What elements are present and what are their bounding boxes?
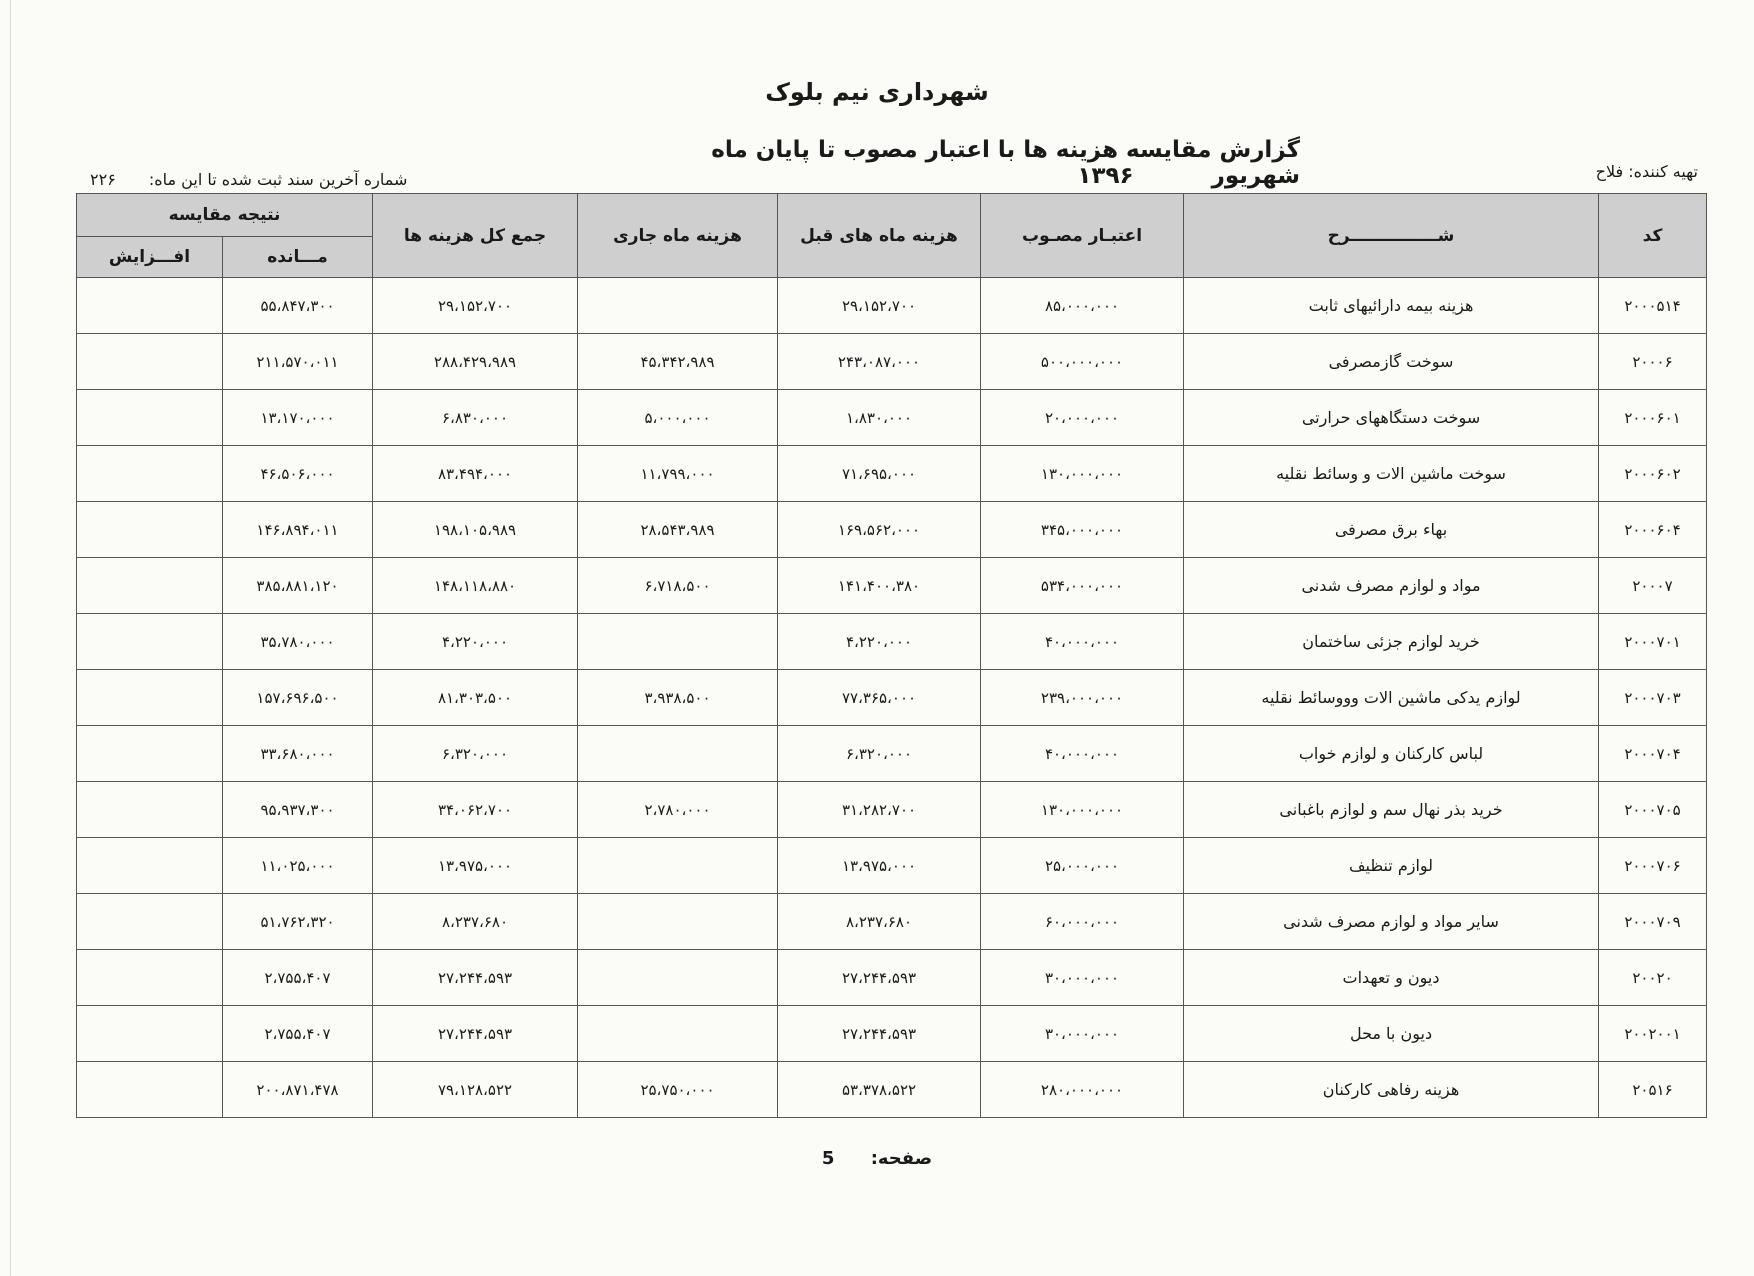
cell-prev-months: ۱۶۹،۵۶۲،۰۰۰: [778, 502, 981, 558]
last-document: [90, 170, 407, 189]
cell-current-month: [578, 614, 778, 670]
cell-prev-months: ۲۹،۱۵۲،۷۰۰: [778, 278, 981, 334]
cell-increase: [77, 390, 223, 446]
cell-code: ۲۰۰۰۷۰۶: [1599, 838, 1707, 894]
cell-total: ۶،۳۲۰،۰۰۰: [373, 726, 578, 782]
cell-total: ۷۹،۱۲۸،۵۲۲: [373, 1062, 578, 1118]
cell-code: ۲۰۰۰۶۰۱: [1599, 390, 1707, 446]
cell-code: ۲۰۰۰۶۰۲: [1599, 446, 1707, 502]
header-approved-credit: اعتبـار مصـوب: [981, 194, 1184, 278]
cell-increase: [77, 558, 223, 614]
cell-current-month: ۲۵،۷۵۰،۰۰۰: [578, 1062, 778, 1118]
header-comparison-result: نتیجه مقایسه: [77, 194, 373, 237]
cell-prev-months: ۷۷،۳۶۵،۰۰۰: [778, 670, 981, 726]
cell-increase: [77, 614, 223, 670]
cell-description: لوازم یدکی ماشین الات وووسائط نقلیه: [1184, 670, 1599, 726]
cell-approved: ۲۸۰،۰۰۰،۰۰۰: [981, 1062, 1184, 1118]
table-row: [77, 1006, 1707, 1062]
cell-description: خرید بذر نهال سم و لوازم باغبانی: [1184, 782, 1599, 838]
table-row: [77, 838, 1707, 894]
cell-current-month: [578, 1006, 778, 1062]
table-row: [77, 334, 1707, 390]
cell-description: لوازم تنظیف: [1184, 838, 1599, 894]
last-document-label: شماره آخرین سند ثبت شده تا این ماه:: [148, 170, 408, 189]
table-row: [77, 950, 1707, 1006]
report-title-text: گزارش مقایسه هزینه ها با اعتبار مصوب تا پایان ماه: [711, 137, 1300, 163]
table-body: [77, 278, 1707, 1118]
cell-increase: [77, 502, 223, 558]
cell-description: سوخت ماشین الات و وسائط نقلیه: [1184, 446, 1599, 502]
cell-remaining: ۱۵۷،۶۹۶،۵۰۰: [223, 670, 373, 726]
table-row: [77, 726, 1707, 782]
cell-increase: [77, 782, 223, 838]
cell-total: ۴،۲۲۰،۰۰۰: [373, 614, 578, 670]
header-prev-months-expense: هزینه ماه های قبل: [778, 194, 981, 278]
page-footer: [0, 1148, 1754, 1169]
cell-approved: ۲۰،۰۰۰،۰۰۰: [981, 390, 1184, 446]
cell-description: سوخت گازمصرفی: [1184, 334, 1599, 390]
cell-description: سایر مواد و لوازم مصرف شدنی: [1184, 894, 1599, 950]
cell-increase: [77, 838, 223, 894]
cell-total: ۸۱،۳۰۳،۵۰۰: [373, 670, 578, 726]
cell-current-month: [578, 726, 778, 782]
cell-remaining: ۳۳،۶۸۰،۰۰۰: [223, 726, 373, 782]
cell-prev-months: ۲۷،۲۴۴،۵۹۳: [778, 950, 981, 1006]
cell-description: دیون و تعهدات: [1184, 950, 1599, 1006]
cell-current-month: ۶،۷۱۸،۵۰۰: [578, 558, 778, 614]
table-row: [77, 670, 1707, 726]
cell-remaining: ۲،۷۵۵،۴۰۷: [223, 1006, 373, 1062]
cell-prev-months: ۵۳،۳۷۸،۵۲۲: [778, 1062, 981, 1118]
cell-total: ۸،۲۳۷،۶۸۰: [373, 894, 578, 950]
cell-approved: ۴۰،۰۰۰،۰۰۰: [981, 726, 1184, 782]
cell-code: ۲۰۰۰۶: [1599, 334, 1707, 390]
table-row: [77, 278, 1707, 334]
cell-code: ۲۰۰۰۵۱۴: [1599, 278, 1707, 334]
report-month: شهریور: [1211, 163, 1300, 189]
cell-description: لباس کارکنان و لوازم خواب: [1184, 726, 1599, 782]
cell-increase: [77, 894, 223, 950]
cell-code: ۲۰۰۰۷۰۹: [1599, 894, 1707, 950]
cell-total: ۱۹۸،۱۰۵،۹۸۹: [373, 502, 578, 558]
cell-approved: ۲۵،۰۰۰،۰۰۰: [981, 838, 1184, 894]
table-row: [77, 894, 1707, 950]
cell-current-month: ۳،۹۳۸،۵۰۰: [578, 670, 778, 726]
cell-prev-months: ۸،۲۳۷،۶۸۰: [778, 894, 981, 950]
cell-prev-months: ۱۳،۹۷۵،۰۰۰: [778, 838, 981, 894]
table-row: [77, 502, 1707, 558]
page-label: صفحه:: [870, 1148, 933, 1169]
cell-total: ۶،۸۳۰،۰۰۰: [373, 390, 578, 446]
cell-remaining: ۲۱۱،۵۷۰،۰۱۱: [223, 334, 373, 390]
cell-remaining: ۳۵،۷۸۰،۰۰۰: [223, 614, 373, 670]
cell-description: بهاء برق مصرفی: [1184, 502, 1599, 558]
cell-description: هزینه بیمه دارائیهای ثابت: [1184, 278, 1599, 334]
header-increase: افـــزایش: [77, 237, 223, 278]
cell-description: سوخت دستگاههای حرارتی: [1184, 390, 1599, 446]
cell-prev-months: ۶،۳۲۰،۰۰۰: [778, 726, 981, 782]
header-description: شـــــــــــــــرح: [1184, 194, 1599, 278]
cell-current-month: ۴۵،۳۴۲،۹۸۹: [578, 334, 778, 390]
cell-code: ۲۰۰۰۷۰۵: [1599, 782, 1707, 838]
report-year: ۱۳۹۶: [1077, 163, 1134, 189]
cell-current-month: [578, 894, 778, 950]
cell-code: ۲۰۰۲۰: [1599, 950, 1707, 1006]
cell-approved: ۲۳۹،۰۰۰،۰۰۰: [981, 670, 1184, 726]
cell-code: ۲۰۰۰۷: [1599, 558, 1707, 614]
header-code: کد: [1599, 194, 1707, 278]
cell-remaining: ۱۴۶،۸۹۴،۰۱۱: [223, 502, 373, 558]
cell-prev-months: ۱۴۱،۴۰۰،۳۸۰: [778, 558, 981, 614]
cell-approved: ۸۵،۰۰۰،۰۰۰: [981, 278, 1184, 334]
cell-current-month: ۲،۷۸۰،۰۰۰: [578, 782, 778, 838]
cell-approved: ۳۰،۰۰۰،۰۰۰: [981, 950, 1184, 1006]
cell-prev-months: ۷۱،۶۹۵،۰۰۰: [778, 446, 981, 502]
cell-total: ۱۳،۹۷۵،۰۰۰: [373, 838, 578, 894]
cell-remaining: ۲۰۰،۸۷۱،۴۷۸: [223, 1062, 373, 1118]
organization-title: شهرداری نیم بلوک: [765, 78, 989, 106]
cell-increase: [77, 1062, 223, 1118]
cell-approved: ۱۳۰،۰۰۰،۰۰۰: [981, 446, 1184, 502]
header-remaining: مـــانده: [223, 237, 373, 278]
cell-remaining: ۵۱،۷۶۲،۳۲۰: [223, 894, 373, 950]
cell-total: ۳۴،۰۶۲،۷۰۰: [373, 782, 578, 838]
cell-description: هزینه رفاهی کارکنان: [1184, 1062, 1599, 1118]
cell-description: مواد و لوازم مصرف شدنی: [1184, 558, 1599, 614]
cell-prev-months: ۳۱،۲۸۲،۷۰۰: [778, 782, 981, 838]
cell-current-month: [578, 950, 778, 1006]
cell-approved: ۵۳۴،۰۰۰،۰۰۰: [981, 558, 1184, 614]
cell-remaining: ۳۸۵،۸۸۱،۱۲۰: [223, 558, 373, 614]
cell-increase: [77, 726, 223, 782]
cell-remaining: ۲،۷۵۵،۴۰۷: [223, 950, 373, 1006]
cell-current-month: [578, 278, 778, 334]
last-document-number: ۲۲۶: [90, 170, 116, 189]
cell-prev-months: ۱،۸۳۰،۰۰۰: [778, 390, 981, 446]
cell-approved: ۳۰،۰۰۰،۰۰۰: [981, 1006, 1184, 1062]
cell-description: دیون با محل: [1184, 1006, 1599, 1062]
header-total-expense: جمع کل هزینه ها: [373, 194, 578, 278]
table-row: [77, 558, 1707, 614]
cell-increase: [77, 670, 223, 726]
cell-current-month: ۲۸،۵۴۳،۹۸۹: [578, 502, 778, 558]
cell-approved: ۳۴۵،۰۰۰،۰۰۰: [981, 502, 1184, 558]
cell-total: ۱۴۸،۱۱۸،۸۸۰: [373, 558, 578, 614]
cell-code: ۲۰۰۰۷۰۳: [1599, 670, 1707, 726]
cell-total: ۲۸۸،۴۲۹،۹۸۹: [373, 334, 578, 390]
cell-increase: [77, 334, 223, 390]
cell-approved: ۶۰،۰۰۰،۰۰۰: [981, 894, 1184, 950]
table-row: [77, 614, 1707, 670]
cell-approved: ۱۳۰،۰۰۰،۰۰۰: [981, 782, 1184, 838]
cell-total: ۲۷،۲۴۴،۵۹۳: [373, 950, 578, 1006]
cell-prev-months: ۲۷،۲۴۴،۵۹۳: [778, 1006, 981, 1062]
cell-code: ۲۰۰۰۶۰۴: [1599, 502, 1707, 558]
preparer-label: تهیه کننده: فلاح: [1595, 162, 1698, 181]
cell-remaining: ۹۵،۹۳۷،۳۰۰: [223, 782, 373, 838]
expense-comparison-table: [76, 193, 1707, 1118]
cell-increase: [77, 278, 223, 334]
cell-prev-months: ۴،۲۲۰،۰۰۰: [778, 614, 981, 670]
table-row: [77, 446, 1707, 502]
cell-remaining: ۵۵،۸۴۷،۳۰۰: [223, 278, 373, 334]
table-row: [77, 1062, 1707, 1118]
page-number: 5: [821, 1148, 835, 1169]
cell-code: ۲۰۰۲۰۰۱: [1599, 1006, 1707, 1062]
cell-approved: ۴۰،۰۰۰،۰۰۰: [981, 614, 1184, 670]
cell-current-month: ۱۱،۷۹۹،۰۰۰: [578, 446, 778, 502]
cell-code: ۲۰۰۰۷۰۴: [1599, 726, 1707, 782]
cell-increase: [77, 1006, 223, 1062]
cell-total: ۸۳،۴۹۴،۰۰۰: [373, 446, 578, 502]
cell-code: ۲۰۵۱۶: [1599, 1062, 1707, 1118]
cell-total: ۲۹،۱۵۲،۷۰۰: [373, 278, 578, 334]
cell-current-month: ۵،۰۰۰،۰۰۰: [578, 390, 778, 446]
cell-approved: ۵۰۰،۰۰۰،۰۰۰: [981, 334, 1184, 390]
cell-increase: [77, 950, 223, 1006]
cell-code: ۲۰۰۰۷۰۱: [1599, 614, 1707, 670]
cell-increase: [77, 446, 223, 502]
cell-remaining: ۴۶،۵۰۶،۰۰۰: [223, 446, 373, 502]
header-current-month-expense: هزینه ماه جاری: [578, 194, 778, 278]
cell-description: خرید لوازم جزئی ساختمان: [1184, 614, 1599, 670]
table-row: [77, 390, 1707, 446]
cell-prev-months: ۲۴۳،۰۸۷،۰۰۰: [778, 334, 981, 390]
cell-remaining: ۱۳،۱۷۰،۰۰۰: [223, 390, 373, 446]
cell-remaining: ۱۱،۰۲۵،۰۰۰: [223, 838, 373, 894]
table-row: [77, 782, 1707, 838]
cell-current-month: [578, 838, 778, 894]
cell-total: ۲۷،۲۴۴،۵۹۳: [373, 1006, 578, 1062]
report-title: [620, 137, 1300, 189]
